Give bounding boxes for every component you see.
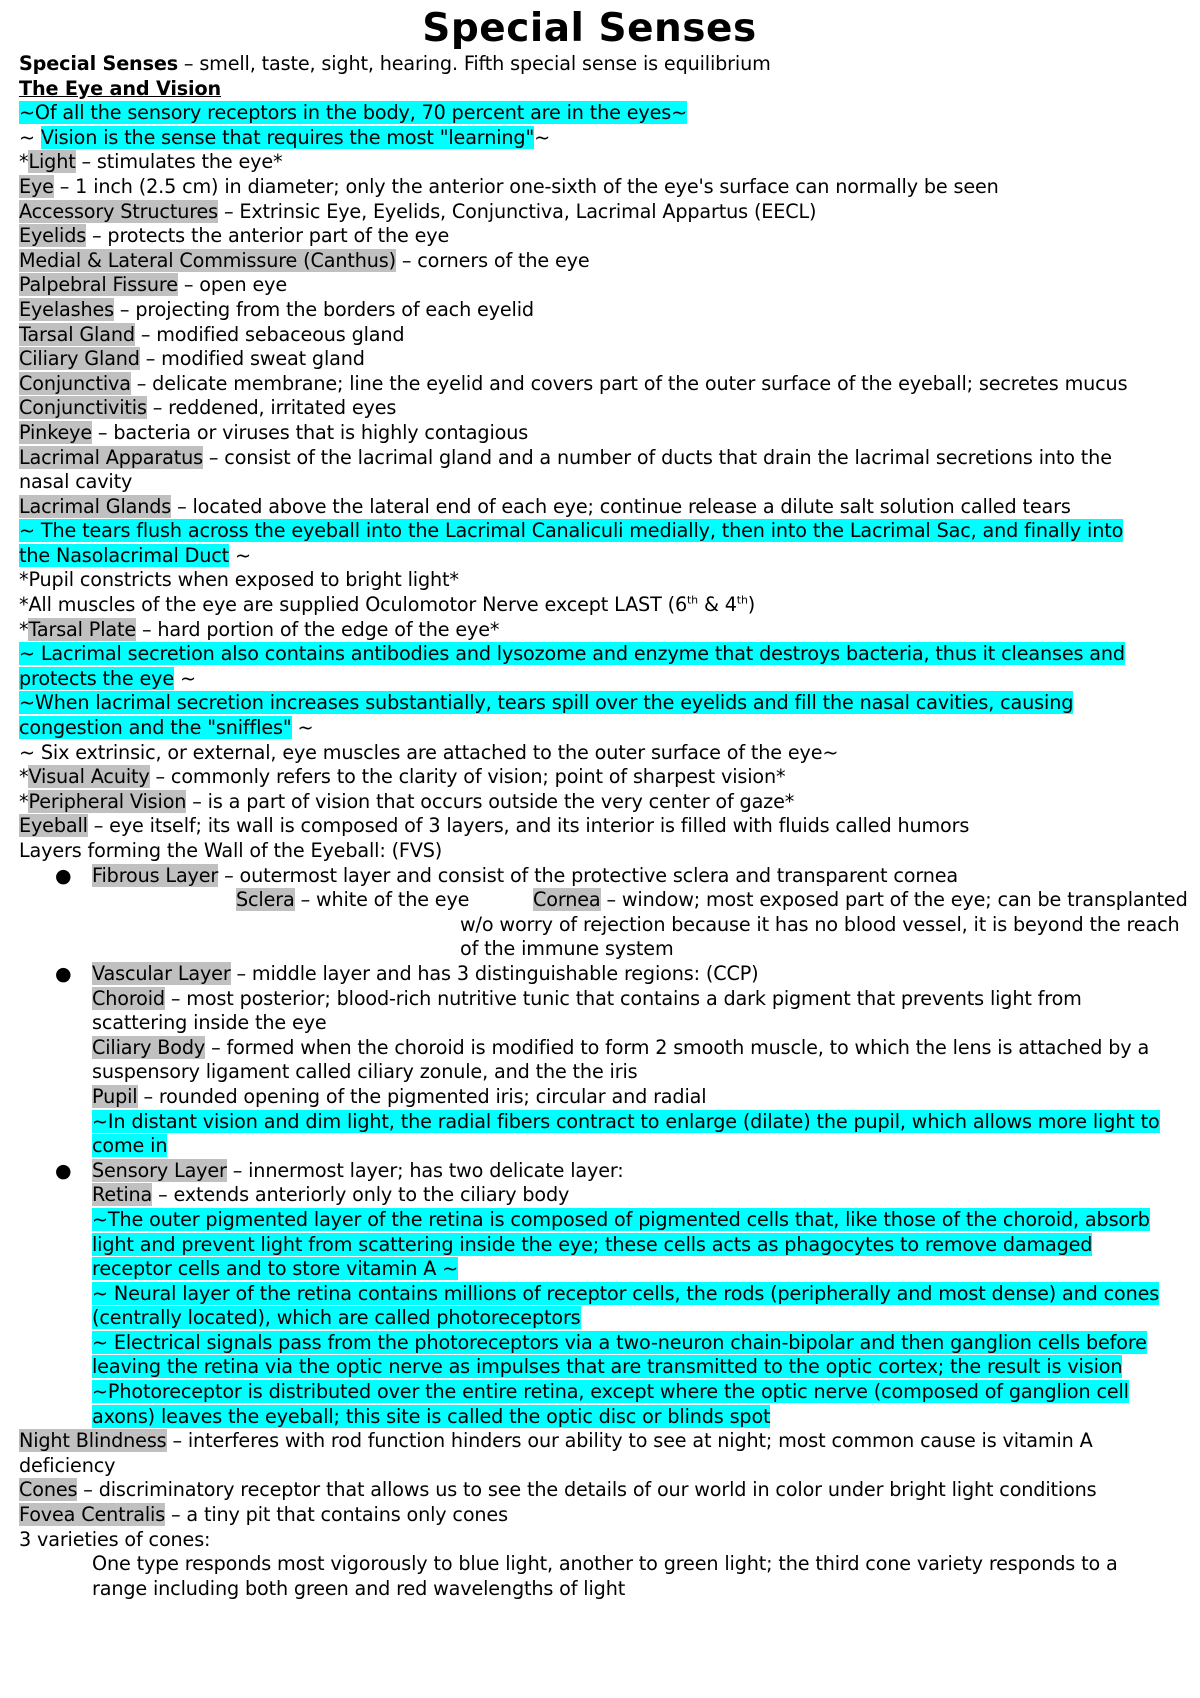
definition-line: Cones – discriminatory receptor that allows us to see the details of our world in color under bright light conditions: [19, 1478, 1097, 1502]
note-line: 3 varieties of cones:: [19, 1527, 211, 1551]
definition-line: Medial & Lateral Commissure (Canthus) – corners of the eye: [19, 248, 590, 272]
definition-line: Lacrimal Apparatus – consist of the lacrimal gland and a number of ducts that drain the lacrimal secretions into the nasal cavity: [19, 445, 1112, 494]
definition-line: Eyelids – protects the anterior part of the eye: [19, 224, 450, 248]
note-line: ~ Lacrimal secretion also contains antibodies and lysozome and enzyme that destroys bacteria, thus it cleanses and protects the eye ~: [19, 642, 1125, 690]
section-heading: The Eye and Vision: [19, 76, 222, 100]
note-line: ~ Vision is the sense that requires the most "learning"~: [19, 125, 551, 149]
list-item: ● Fibrous Layer – outermost layer and consist of the protective sclera and transparent cornea Sclera – white of the eye Cornea – window; most exposed part of the eye; can be transplanted w/o worry of rejection because it has no blood vessel, it is beyond the reach of the immune system: [55, 863, 1188, 961]
bullet-icon: ●: [55, 864, 72, 887]
page-title: Special Senses: [422, 6, 757, 51]
note-line: ~ The tears flush across the eyeball into the Lacrimal Canaliculi medially, then into the Lacrimal Sac, and finally into the Nasolacrimal Duct ~: [19, 519, 1124, 567]
definition-line: Eyelashes – projecting from the borders of each eyelid: [19, 297, 534, 321]
definition-line: Ciliary Gland – modified sweat gland: [19, 347, 365, 371]
note-line: Layers forming the Wall of the Eyeball: (FVS): [19, 839, 443, 862]
definition-line: Palpebral Fissure – open eye: [19, 273, 287, 297]
note-line: *Light – stimulates the eye*: [19, 150, 283, 174]
definition-line: Eye – 1 inch (2.5 cm) in diameter; only the anterior one-sixth of the eye's surface can normally be seen: [19, 174, 999, 198]
eyeball-layers-list: [19, 863, 1188, 1430]
note-line: *Visual Acuity – commonly refers to the clarity of vision; point of sharpest vision*: [19, 765, 786, 789]
definition-line: Fovea Centralis – a tiny pit that contains only cones: [19, 1503, 508, 1527]
sclera-cornea-row: Sclera – white of the eye Cornea – window; most exposed part of the eye; can be transplanted w/o worry of rejection because it has no blood vessel, it is beyond the reach of the immune system: [236, 888, 1188, 961]
intro-term: Special Senses: [19, 52, 178, 75]
bullet-icon: ●: [55, 1159, 72, 1182]
note-line: *Tarsal Plate – hard portion of the edge of the eye*: [19, 617, 500, 641]
bullet-icon: ●: [55, 962, 72, 985]
note-line: ~When lacrimal secretion increases substantially, tears spill over the eyelids and fill the nasal cavities, causing congestion and the "sniffles" ~: [19, 691, 1074, 740]
note-line: *Peripheral Vision – is a part of vision that occurs outside the very center of gaze*: [19, 789, 795, 813]
definition-line: Accessory Structures – Extrinsic Eye, Eyelids, Conjunctiva, Lacrimal Appartus (EECL): [19, 199, 817, 223]
definition-line: Eyeball – eye itself; its wall is composed of 3 layers, and its interior is filled with fluids called humors: [19, 814, 970, 838]
definition-line: Tarsal Gland – modified sebaceous gland: [19, 322, 405, 346]
list-item: ● Sensory Layer – innermost layer; has two delicate layer: Retina – extends anteriorly only to the ciliary body ~The outer pigmented layer of the retina is composed of pigmented cells that, like those of the choroid, absorb light and prevent light from scattering inside the eye; these cells acts as phagocytes to remove damaged receptor cells and to store vitamin A ~ ~ Neural layer of the retina contains millions of receptor cells, the rods (peripherally and most dense) and cones (centrally located), which are called photoreceptors ~ Electrical signals pass from the photoreceptors via a two-neuron chain-bipolar and then ganglion cells before leaving the retina via the optic nerve as impulses that are transmitted to the optic cortex; the result is vision ~Photoreceptor is distributed over the entire retina, except where the optic nerve (composed of ganglion cell axons) leaves the eyeball; this site is called the optic disc or blinds spot: [55, 1158, 1160, 1428]
note-line: *All muscles of the eye are supplied Oculomotor Nerve except LAST (6th & 4th): [19, 593, 756, 617]
definition-line: Conjunctivitis – reddened, irritated eyes: [19, 396, 397, 420]
intro-line: Special Senses – smell, taste, sight, hearing. Fifth special sense is equilibrium: [19, 52, 771, 75]
list-item: ● Vascular Layer – middle layer and has 3 distinguishable regions: (CCP) Choroid – most posterior; blood-rich nutritive tunic that contains a dark pigment that prevents light from scattering inside the eye Ciliary Body – formed when the choroid is modified to form 2 smooth muscle, to which the lens is attached by a suspensory ligament called ciliary zonule, and the the iris Pupil – rounded opening of the pigmented iris; circular and radial ~In distant vision and dim light, the radial fibers contract to enlarge (dilate) the pupil, which allows more light to come in: [55, 961, 1160, 1158]
definition-line: Pinkeye – bacteria or viruses that is highly contagious: [19, 420, 529, 444]
definition-line: Night Blindness – interferes with rod function hinders our ability to see at night; most common cause is vitamin A deficiency: [19, 1429, 1093, 1477]
definition-line: Conjunctiva – delicate membrane; line the eyelid and covers part of the outer surface of the eyeball; secretes mucus: [19, 371, 1128, 395]
note-line: ~ Six extrinsic, or external, eye muscles are attached to the outer surface of the eye~: [19, 740, 839, 764]
note-line: ~Of all the sensory receptors in the body, 70 percent are in the eyes~: [19, 101, 688, 125]
note-line: *Pupil constricts when exposed to bright light*: [19, 568, 459, 592]
note-line: One type responds most vigorously to blue light, another to green light; the third cone variety responds to a range including both green and red wavelengths of light: [92, 1552, 1118, 1600]
definition-line: Lacrimal Glands – located above the lateral end of each eye; continue release a dilute salt solution called tears: [19, 494, 1071, 518]
